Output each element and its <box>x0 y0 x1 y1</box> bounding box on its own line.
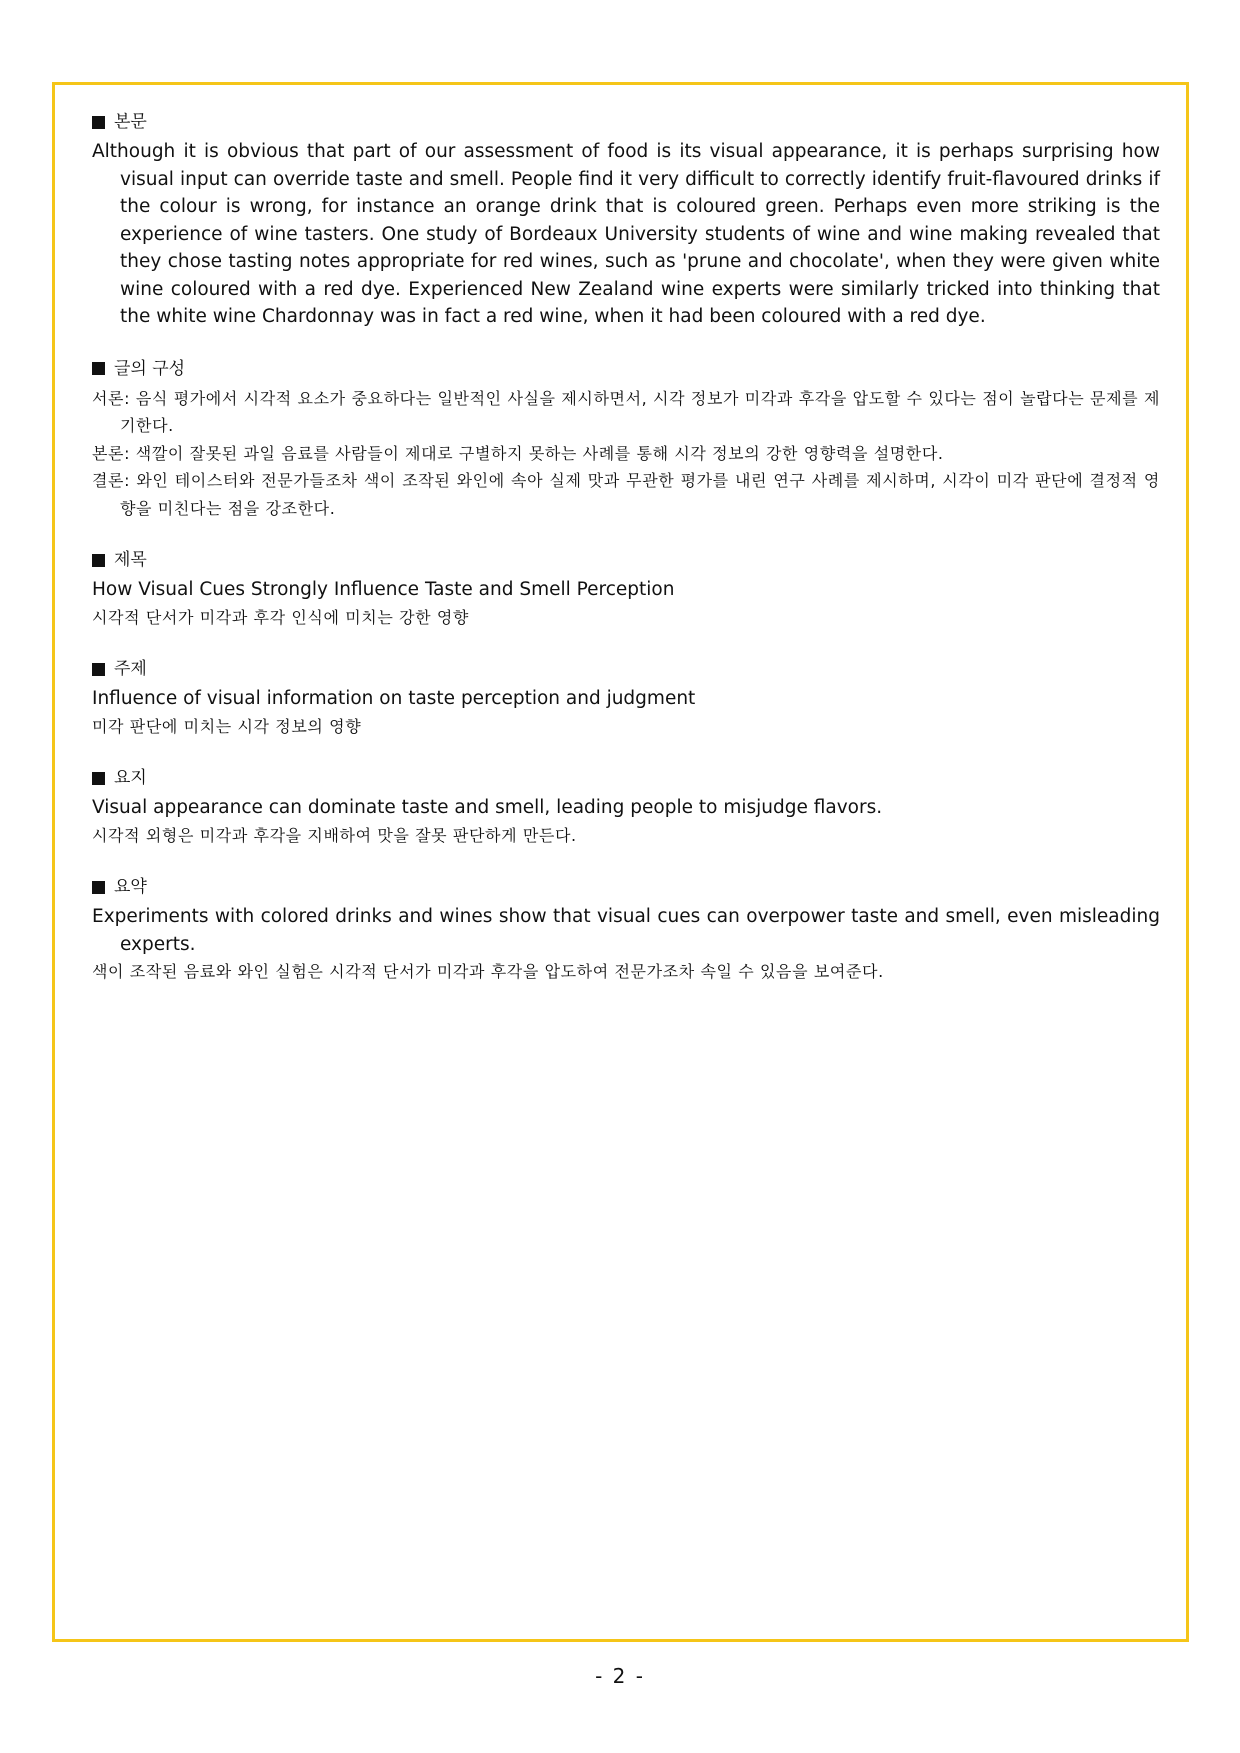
section-gist <box>92 766 1160 849</box>
section-heading <box>92 548 1160 572</box>
section-heading <box>92 357 1160 381</box>
topic-korean: 미각 판단에 미치는 시각 정보의 영향 <box>92 716 362 736</box>
section-topic <box>92 657 1160 740</box>
heading-label: 제목 <box>114 550 147 570</box>
square-bullet-icon <box>92 116 105 129</box>
gist-korean: 시각적 외형은 미각과 후각을 지배하여 맛을 잘못 판단하게 만든다. <box>92 825 577 845</box>
section-heading <box>92 110 1160 134</box>
square-bullet-icon <box>92 663 105 676</box>
section-body <box>92 110 1160 331</box>
summary-english: Experiments with colored drinks and wines show that visual cues can overpower taste and smell, even misleading experts. <box>92 906 1160 955</box>
title-korean: 시각적 단서가 미각과 후각 인식에 미치는 강한 영향 <box>92 607 469 627</box>
heading-label: 요약 <box>114 877 147 897</box>
section-summary <box>92 875 1160 986</box>
section-heading <box>92 766 1160 790</box>
heading-label: 본문 <box>114 112 147 132</box>
structure-intro: 서론: 음식 평가에서 시각적 요소가 중요하다는 일반적인 사실을 제시하면서, 시각 정보가 미각과 후각을 압도할 수 있다는 점이 놀랍다는 문제를 제기한다. <box>92 388 1160 435</box>
square-bullet-icon <box>92 881 105 894</box>
section-heading <box>92 657 1160 681</box>
structure-body: 본론: 색깔이 잘못된 과일 음료를 사람들이 제대로 구별하지 못하는 사례를 통해 시각 정보의 강한 영향력을 설명한다. <box>92 443 944 463</box>
page-number: - 2 - <box>595 1664 645 1688</box>
summary-korean: 색이 조작된 음료와 와인 실험은 시각적 단서가 미각과 후각을 압도하여 전문가조차 속일 수 있음을 보여준다. <box>92 962 884 981</box>
square-bullet-icon <box>92 772 105 785</box>
document-content <box>92 110 1160 1012</box>
heading-label: 글의 구성 <box>114 358 186 379</box>
section-structure <box>92 357 1160 523</box>
topic-english: Influence of visual information on taste perception and judgment <box>92 688 696 709</box>
title-english: How Visual Cues Strongly Influence Taste and Smell Perception <box>92 579 675 600</box>
structure-conclusion: 결론: 와인 테이스터와 전문가들조차 색이 조작된 와인에 속아 실제 맛과 무관한 평가를 내린 연구 사례를 제시하며, 시각이 미각 판단에 결정적 영향을 미친다는 점을 강조한다. <box>92 471 1160 518</box>
passage-text: Although it is obvious that part of our assessment of food is its visual appearance, it is perhaps surprising how visual input can override taste and smell. People find it very difficult to correctly identify fruit-flavoured drinks if the colour is wrong, for instance an orange drink that is coloured green. Perhaps even more striking is the experience of wine tasters. One study of Bordeaux University students of wine and wine making revealed that they chose tasting notes appropriate for red wines, such as 'prune and chocolate', when they were given white wine coloured with a red dye. Experienced New Zealand wine experts were similarly tricked into thinking that the white wine Chardonnay was in fact a red wine, when it had been coloured with a red dye. <box>92 141 1160 327</box>
heading-label: 요지 <box>114 768 147 788</box>
gist-english: Visual appearance can dominate taste and smell, leading people to misjudge flavors. <box>92 797 883 818</box>
square-bullet-icon <box>92 554 105 567</box>
heading-label: 주제 <box>114 659 147 679</box>
section-title <box>92 548 1160 631</box>
section-heading <box>92 875 1160 899</box>
square-bullet-icon <box>92 362 105 375</box>
